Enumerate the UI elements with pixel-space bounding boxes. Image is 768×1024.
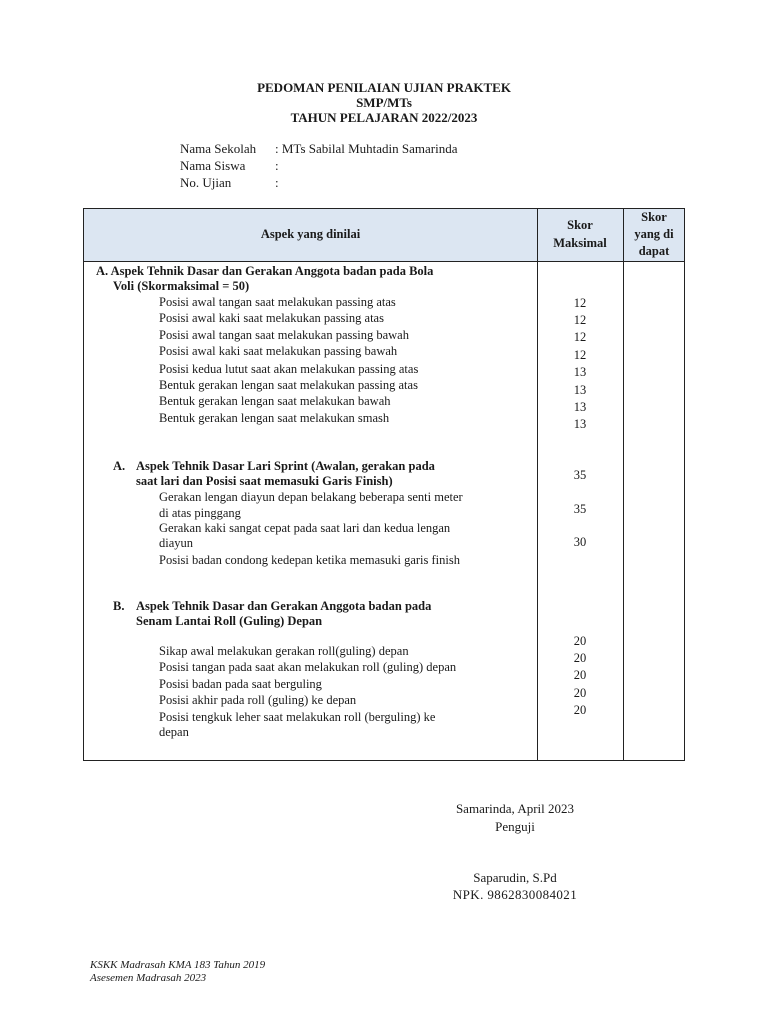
header-max-score-1: Skor [567,218,593,232]
max-score: 20 [573,668,587,682]
list-item: Bentuk gerakan lengan saat melakukan passing atas [159,378,418,392]
section-b-title-cont: saat lari dan Posisi saat memasuki Garis Finish) [136,474,393,488]
assessment-table [83,208,685,761]
list-item: Posisi badan condong kedepan ketika memasuki garis finish [159,553,460,567]
list-item: Posisi awal kaki saat melakukan passing atas [159,311,384,325]
school-value: : MTs Sabilal Muhtadin Samarinda [275,141,458,156]
max-score: 20 [573,651,587,665]
list-item: Posisi badan pada saat berguling [159,677,322,691]
header-obtained-score-2: yang di [634,227,674,241]
academic-year: TAHUN PELAJARAN 2022/2023 [290,110,478,125]
list-item-cont: di atas pinggang [159,506,241,520]
list-item: Bentuk gerakan lengan saat melakukan bawah [159,394,391,408]
list-item: Gerakan lengan diayun depan belakang beberapa senti meter [159,490,463,504]
max-score: 13 [573,365,587,379]
signature-name: Saparudin, S.Pd [473,870,557,885]
list-item: Posisi tengkuk leher saat melakukan roll (berguling) ke [159,710,436,724]
section-a-title: A. Aspek Tehnik Dasar dan Gerakan Anggota badan pada Bola [96,264,434,278]
signature-npk: NPK. 9862830084021 [452,887,578,902]
list-item: Bentuk gerakan lengan saat melakukan smash [159,411,390,425]
max-score: 13 [573,400,587,414]
max-score: 20 [573,634,587,648]
max-score: 12 [573,330,587,344]
section-a-title-cont: Voli (Skormaksimal = 50) [113,279,250,293]
document-subtitle: SMP/MTs [356,95,412,110]
section-b-marker: A. [113,459,126,473]
list-item: Sikap awal melakukan gerakan roll(guling) depan [159,644,409,658]
exam-number-label: No. Ujian [180,175,232,190]
max-score: 30 [573,535,587,549]
student-name-label: Nama Siswa [180,158,246,173]
max-score: 20 [573,686,587,700]
header-obtained-score-3: dapat [638,244,670,258]
max-score: 35 [573,468,587,482]
student-name-value: : [275,158,279,173]
exam-number-value: : [275,175,279,190]
max-score: 12 [573,348,587,362]
max-score: 20 [573,703,587,717]
footer-line-2: Asesemen Madrasah 2023 [90,972,207,984]
list-item: Posisi awal tangan saat melakukan passing bawah [159,328,409,342]
list-item-cont: diayun [159,536,194,550]
max-score: 13 [573,383,587,397]
signature-role: Penguji [495,819,535,834]
max-score: 12 [573,296,587,310]
list-item-cont: depan [159,725,189,739]
document-title: PEDOMAN PENILAIAN UJIAN PRAKTEK [257,80,511,95]
list-item: Posisi tangan pada saat akan melakukan roll (guling) depan [159,660,457,674]
section-c-title-cont: Senam Lantai Roll (Guling) Depan [136,614,323,628]
max-score: 13 [573,417,587,431]
list-item: Posisi akhir pada roll (guling) ke depan [159,693,357,707]
list-item: Posisi awal kaki saat melakukan passing bawah [159,344,398,358]
list-item: Gerakan kaki sangat cepat pada saat lari dan kedua lengan [159,521,451,535]
header-aspect: Aspek yang dinilai [260,227,361,241]
max-score: 12 [573,313,587,327]
max-score: 35 [573,502,587,516]
footer-line-1: KSKK Madrasah KMA 183 Tahun 2019 [90,959,266,971]
list-item: Posisi awal tangan saat melakukan passing atas [159,295,396,309]
signature-place-date: Samarinda, April 2023 [455,801,575,816]
list-item: Posisi kedua lutut saat akan melakukan passing atas [159,362,419,376]
school-label: Nama Sekolah [180,141,257,156]
section-c-title: Aspek Tehnik Dasar dan Gerakan Anggota badan pada [136,599,432,613]
header-max-score-2: Maksimal [553,236,607,250]
header-obtained-score-1: Skor [641,210,667,224]
section-b-title: Aspek Tehnik Dasar Lari Sprint (Awalan, gerakan pada [136,459,435,473]
column-divider [623,209,624,760]
section-c-marker: B. [113,599,125,613]
